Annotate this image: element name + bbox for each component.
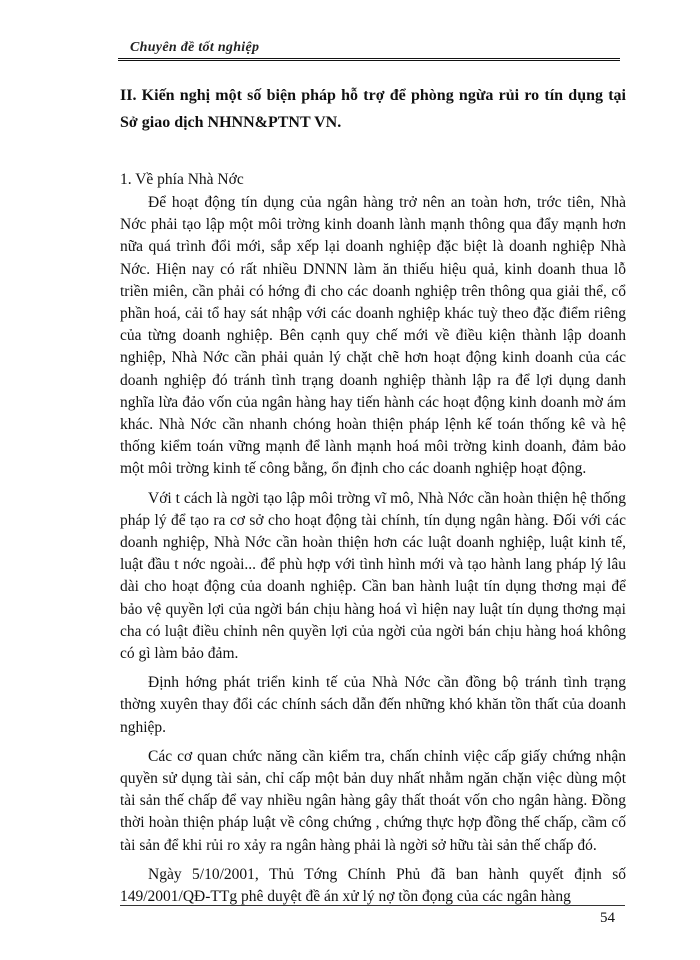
footer-divider: [120, 905, 625, 906]
subsection-heading: 1. Về phía Nhà Nớc: [120, 171, 244, 188]
paragraph: Định hớng phát triển kinh tế của Nhà Nớc cần đồng bộ tránh tình trạng thờng xuyên thay đổi các chính sách dẫn đến những khó khăn tồn thất của doanh nghiệp.: [120, 674, 626, 736]
section-heading: II. Kiến nghị một số biện pháp hỗ trợ để phòng ngừa rủi ro tín dụng tại Sở giao dịch NHNN&PTNT VN.: [120, 87, 626, 131]
header-divider: [118, 58, 620, 61]
document-header-title: Chuyên đề tốt nghiệp: [130, 40, 260, 55]
paragraph: Ngày 5/10/2001, Thủ Tớng Chính Phủ đã ban hành quyết định số 149/2001/QĐ-TTg phê duyệt đề án xử lý nợ tồn đọng của các ngân hàng: [120, 865, 626, 906]
page-number: 54: [600, 910, 615, 926]
page-body: [120, 82, 626, 908]
paragraph: Với t cách là ngời tạo lập môi trờng vĩ mô, Nhà Nớc cần hoàn thiện hệ thống pháp lý để tạo ra cơ sở cho hoạt động tài chính, tín dụng ngân hàng. Đối với các doanh nghiệp, Nhà Nớc cần hoàn thiện hơn các luật doanh nghiệp, luật kinh tế, luật đầu t nớc ngoài... để phù hợp với tình hình mới và tạo hành lang pháp lý lâu dài cho hoạt động của doanh nghiệp. Cần ban hành luật tín dụng thơng mại để bảo vệ quyền lợi của ngời bán chịu hàng hoá vì hiện nay luật tín dụng thơng mại cha có luật điều chỉnh nên quyền lợi của ngời của ngời bán chịu hàng hoá không có gì làm bảo đảm.: [120, 489, 626, 663]
paragraph: Để hoạt động tín dụng của ngân hàng trở nên an toàn hơn, trớc tiên, Nhà Nớc phải tạo lập một môi trờng kinh doanh lành mạnh thông qua đẩy mạnh hơn nữa quá trình đổi mới, sắp xếp lại doanh nghiệp đặc biệt là doanh nghiệp Nhà Nớc. Hiện nay có rất nhiều DNNN làm ăn thiếu hiệu quả, kinh doanh thua lỗ triền miên, cần phải có hớng đi cho các doanh nghiệp trên thông qua giải thể, cổ phần hoá, cải tổ hay sát nhập với các doanh nghiệp khác tuỳ theo đặc điểm riêng của từng doanh nghiệp. Bên cạnh quy chế mới về điều kiện thành lập doanh nghiệp, Nhà Nớc cần phải quản lý chặt chẽ hơn hoạt động kinh doanh của các doanh nghiệp đó tránh tình trạng doanh nghiệp thành lập ra để lợi dụng danh nghĩa lừa đảo vốn của ngân hàng hay tiến hành các hoạt động kinh doanh mờ ám khác. Nhà Nớc cần nhanh chóng hoàn thiện pháp lệnh kế toán thống kê và hệ thống kiểm toán vững mạnh để lành mạnh hoá môi trờng kinh doanh, đảm bảo một môi trờng kinh tế công bằng, ổn định cho các doanh nghiệp hoạt động.: [120, 194, 626, 478]
paragraph: Các cơ quan chức năng cần kiểm tra, chấn chỉnh việc cấp giấy chứng nhận quyền sử dụng tài sản, chỉ cấp một bản duy nhất nhằm ngăn chặn việc dùng một tài sản thế chấp để vay nhiều ngân hàng gây thất thoát vốn cho ngân hàng. Đồng thời hoàn thiện pháp luật về công chứng , chứng thực hợp đồng thế chấp, cầm cố tài sản để khi rủi ro xảy ra ngân hàng phải là ngời sở hữu tài sản thế chấp đó.: [120, 747, 626, 854]
